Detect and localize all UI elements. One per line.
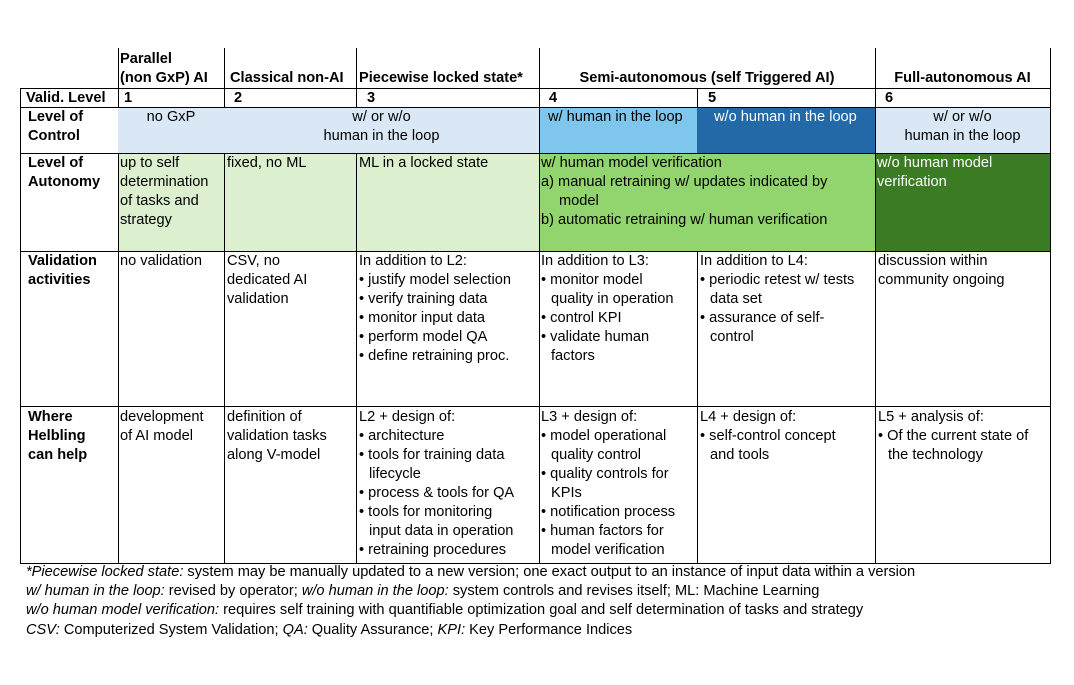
header-semi-autonomous: Semi-autonomous (self Triggered AI) bbox=[579, 70, 835, 86]
control-w-or-wo-right: w/ or w/o human in the loop bbox=[904, 109, 1021, 144]
helbling-l4: L3 + design of: • model operational quality control • quality controls for KPIs • notification process • human factors for model verification bbox=[540, 408, 697, 560]
autonomy-fixed-no-ml: fixed, no ML bbox=[227, 155, 307, 171]
autonomy-no-human-verification: w/o human model verification bbox=[877, 155, 993, 190]
col-border bbox=[697, 88, 698, 108]
validation-label: Validation activities bbox=[28, 253, 97, 288]
list-item: • justify model selection bbox=[359, 272, 511, 288]
helbling-label: Where Helbling can help bbox=[28, 409, 88, 463]
level-1: 1 bbox=[124, 90, 133, 106]
control-label: Level of Control bbox=[28, 109, 84, 144]
list-item: • assurance of self- bbox=[700, 310, 825, 326]
helbling-l5: L4 + design of: • self-control concept and tools bbox=[699, 408, 875, 465]
control-no-gxp: no GxP bbox=[146, 109, 196, 125]
control-without-human: w/o human in the loop bbox=[714, 109, 857, 125]
validation-csv: CSV, no dedicated AI validation bbox=[227, 253, 308, 307]
list-item: • control KPI bbox=[541, 310, 622, 326]
footnote-verification: w/o human model verification: requires self training with quantifiable optimization goal and self determination of tasks and strategy bbox=[26, 602, 864, 619]
level-4: 4 bbox=[549, 90, 558, 106]
list-item: • architecture bbox=[359, 428, 445, 444]
col-border bbox=[356, 153, 357, 564]
level-3: 3 bbox=[367, 90, 376, 106]
list-item: • perform model QA bbox=[359, 329, 488, 345]
footnote-piecewise: *Piecewise locked state: system may be manually updated to a new version; one exact output to an instance of input data within a version bbox=[26, 564, 916, 580]
footnotes bbox=[26, 563, 915, 640]
validation-l4: In addition to L3: • monitor model quality in operation • control KPI • validate human factors bbox=[540, 252, 697, 366]
list-item: • tools for training data bbox=[359, 447, 505, 463]
helbling-l6: L5 + analysis of: • Of the current state of the technology bbox=[877, 408, 1050, 465]
header-parallel-ai: Parallel (non GxP) AI bbox=[120, 51, 208, 86]
col-border bbox=[697, 251, 698, 564]
col-border bbox=[224, 153, 225, 564]
header-piecewise-locked: Piecewise locked state* bbox=[359, 70, 523, 86]
header-full-autonomous: Full-autonomous AI bbox=[894, 70, 1031, 86]
list-item: • monitor model bbox=[541, 272, 643, 288]
level-6: 6 bbox=[885, 90, 894, 106]
validation-l5: In addition to L4: • periodic retest w/ tests data set • assurance of self- control bbox=[699, 252, 875, 347]
validation-l6: discussion within community ongoing bbox=[878, 253, 1005, 288]
autonomy-self-determination: up to self determination of tasks and strategy bbox=[120, 155, 209, 228]
helbling-l3: L2 + design of: • architecture • tools for training data lifecycle • process & tools for QA • tools for monitoring input data in operation • retraining procedures bbox=[358, 408, 539, 560]
level-5: 5 bbox=[708, 90, 717, 106]
list-item: • periodic retest w/ tests bbox=[700, 272, 855, 288]
helbling-development: development of AI model bbox=[120, 409, 204, 444]
list-item: • self-control concept bbox=[700, 428, 836, 444]
autonomy-human-verification: w/ human model verification a) manual retraining w/ updates indicated by model b) automatic retraining w/ human verification bbox=[541, 155, 828, 228]
list-item: • validate human bbox=[541, 329, 650, 345]
autonomy-ml-locked: ML in a locked state bbox=[359, 155, 489, 171]
col-border bbox=[1050, 48, 1051, 564]
row-border bbox=[20, 406, 1050, 407]
list-item: • retraining procedures bbox=[359, 542, 507, 558]
list-item: • quality controls for bbox=[541, 466, 669, 482]
valid-level-label: Valid. Level bbox=[26, 90, 106, 106]
header-classical-non-ai: Classical non-AI bbox=[230, 70, 344, 86]
control-with-human: w/ human in the loop bbox=[548, 109, 683, 125]
control-w-or-wo: w/ or w/o human in the loop bbox=[323, 109, 440, 144]
footnote-abbreviations: CSV: Computerized System Validation; QA: Quality Assurance; KPI: Key Performance Indices bbox=[26, 621, 633, 638]
list-item: • tools for monitoring bbox=[359, 504, 493, 520]
autonomy-label: Level of Autonomy bbox=[28, 155, 101, 190]
list-item: • process & tools for QA bbox=[359, 485, 515, 501]
footnote-human-loop: w/ human in the loop: revised by operator; w/o human in the loop: system controls and revises itself; ML: Machine Learning bbox=[26, 583, 820, 600]
list-item: • define retraining proc. bbox=[359, 348, 510, 364]
level-2: 2 bbox=[234, 90, 243, 106]
list-item: • Of the current state of bbox=[878, 428, 1029, 444]
helbling-definition: definition of validation tasks along V-model bbox=[227, 409, 327, 463]
validation-none: no validation bbox=[120, 253, 202, 269]
list-item: • monitor input data bbox=[359, 310, 485, 326]
list-item: • model operational bbox=[541, 428, 667, 444]
list-item: • human factors for bbox=[541, 523, 664, 539]
list-item: • verify training data bbox=[359, 291, 488, 307]
list-item: • notification process bbox=[541, 504, 676, 520]
validation-l3: In addition to L2: • justify model selection • verify training data • monitor input data • perform model QA • define retraining proc. bbox=[358, 252, 539, 366]
col-border bbox=[224, 48, 225, 108]
